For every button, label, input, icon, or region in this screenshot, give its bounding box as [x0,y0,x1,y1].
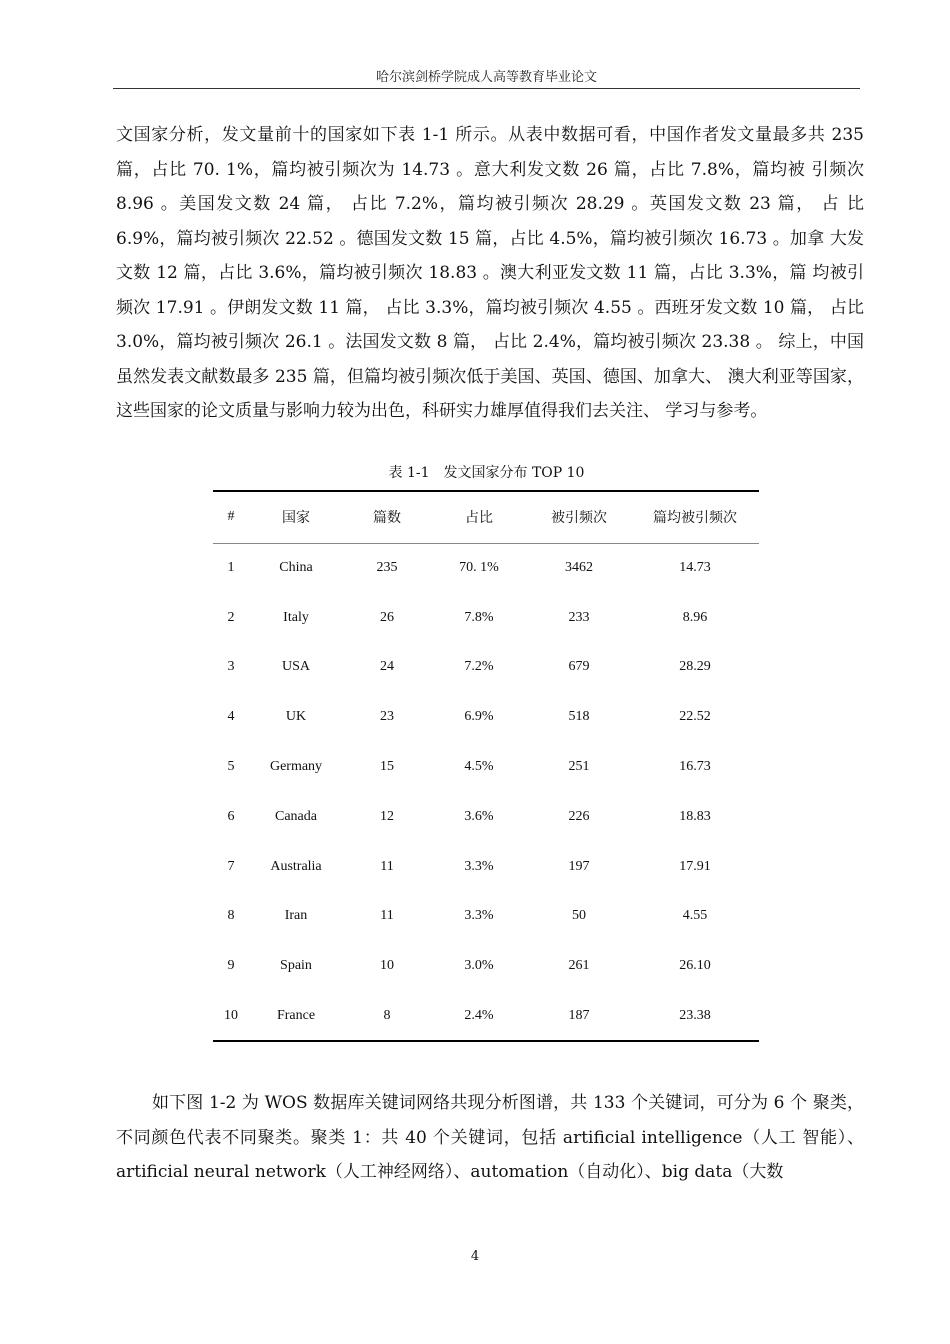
cell-share: 7.2% [464,659,494,675]
cell-share: 7.8% [464,609,494,625]
table-row [213,941,759,991]
cell-rank: 7 [227,858,235,874]
body-paragraph-1: 文国家分析，发文量前十的国家如下表 1-1 所示。从表中数据可看，中国作者发文量最多共 235 篇，占比 70. 1%，篇均被引频次为 14.73 。意大利发文数 26 篇，占比 7.8%，篇均被 引频次 8.96 。美国发文数 24 篇， 占比 7.2%，篇均被引频次 28.29 。英国发文数 23 篇， 占 比 6.9%，篇均被引频次 22.52 。德国发文数 15 篇，占比 4.5%，篇均被引频次 16.73 。加拿 大发文数 12 篇，占比 3.6%，篇均被引频次 18.83 。澳大利亚发文数 11 篇，占比 3.3%，篇 均被引频次 17.91 。伊朗发文数 11 篇， 占比 3.3%，篇均被引频次 4.55 。西班牙发文数 10 篇， 占比 3.0%，篇均被引频次 26.1 。法国发文数 8 篇， 占比 2.4%，篇均被引频次 23.38 。 综上，中国虽然发表文献数最多 235 篇，但篇均被引频次低于美国、英国、德国、加拿大、 澳大利亚等国家，这些国家的论文质量与影响力较为出色，科研实力雄厚值得我们去关注、 学习与参考。 [116,125,864,421]
cell-country: Spain [280,958,312,974]
cell-share: 2.4% [431,991,527,1041]
table-row [213,842,759,892]
cell-avg-citations: 17.91 [679,858,711,874]
cell-rank: 8 [227,908,235,924]
cell-citations: 261 [568,958,590,974]
cell-citations: 226 [568,808,590,824]
cell-rank: 10 [213,991,249,1041]
cell-country: France [249,991,343,1041]
page-number: 4 [470,1249,480,1264]
cell-papers: 10 [380,958,394,974]
table-row [213,991,759,1041]
col-header-avg-citations: 篇均被引频次 [631,491,759,543]
cell-rank: 3 [227,659,235,675]
col-header-share: 占比 [431,491,527,543]
cell-rank: 2 [227,609,235,625]
cell-avg-citations: 16.73 [679,759,711,775]
cell-country: USA [281,659,310,675]
table-row [213,593,759,643]
cell-citations: 251 [568,759,590,775]
cell-rank: 4 [227,709,235,725]
cell-share: 3.3% [464,908,494,924]
cell-avg-citations: 18.83 [679,808,711,824]
cell-papers: 11 [380,858,394,874]
cell-country: Germany [269,759,323,775]
cell-country: Canada [275,808,317,824]
cell-citations: 3462 [565,560,593,576]
cell-share: 3.0% [464,958,494,974]
cell-papers: 11 [380,908,394,924]
table-row [213,792,759,842]
cell-papers: 235 [376,560,398,576]
cell-citations: 518 [568,709,590,725]
cell-papers: 12 [380,808,394,824]
cell-rank: 5 [227,759,235,775]
cell-papers: 23 [380,709,394,725]
cell-citations: 50 [572,908,586,924]
page-header: 哈尔滨剑桥学院成人高等教育毕业论文 [375,70,597,85]
cell-papers: 24 [380,659,394,675]
cell-avg-citations: 23.38 [631,991,759,1041]
cell-avg-citations: 4.55 [682,908,708,924]
cell-country: Italy [283,609,309,625]
table-row [213,543,759,593]
cell-avg-citations: 26.10 [679,958,711,974]
header-divider [113,88,860,89]
table-header-row [213,491,759,543]
cell-citations: 679 [568,659,590,675]
table-row [213,692,759,742]
cell-citations: 187 [527,991,631,1041]
cell-share: 3.6% [464,808,494,824]
col-header-citations: 被引频次 [527,491,631,543]
cell-share: 3.3% [464,858,494,874]
cell-avg-citations: 14.73 [679,560,711,576]
table-caption: 表 1-1 发文国家分布 TOP 10 [388,465,585,481]
col-header-papers: 篇数 [343,491,431,543]
cell-rank: 6 [227,808,235,824]
table-row [213,742,759,792]
cell-country: Iran [284,908,308,924]
cell-share: 6.9% [464,709,494,725]
cell-country: China [279,560,313,576]
cell-country: UK [285,709,307,725]
cell-citations: 233 [568,609,590,625]
cell-papers: 8 [343,991,431,1041]
col-header-rank: # [213,491,249,543]
cell-avg-citations: 22.52 [679,709,711,725]
cell-rank: 9 [227,958,235,974]
col-header-country: 国家 [249,491,343,543]
table-row [213,643,759,693]
cell-country: Australia [270,858,322,874]
cell-rank: 1 [227,560,235,576]
country-distribution-table [213,490,759,1042]
cell-share: 70. 1% [459,560,499,576]
cell-avg-citations: 8.96 [682,609,708,625]
cell-papers: 15 [380,759,394,775]
body-paragraph-2: 如下图 1-2 为 WOS 数据库关键词网络共现分析图谱，共 133 个关键词，可分为 6 个 聚类，不同颜色代表不同聚类。聚类 1：共 40 个关键词，包括 artificial intelligence（人工 智能）、artificial neural network（人工神经网络）、automation（自动化）、big data（大数 [116,1093,864,1182]
cell-papers: 26 [380,609,394,625]
cell-share: 4.5% [464,759,494,775]
table-row [213,892,759,942]
cell-avg-citations: 28.29 [679,659,711,675]
cell-citations: 197 [568,858,590,874]
